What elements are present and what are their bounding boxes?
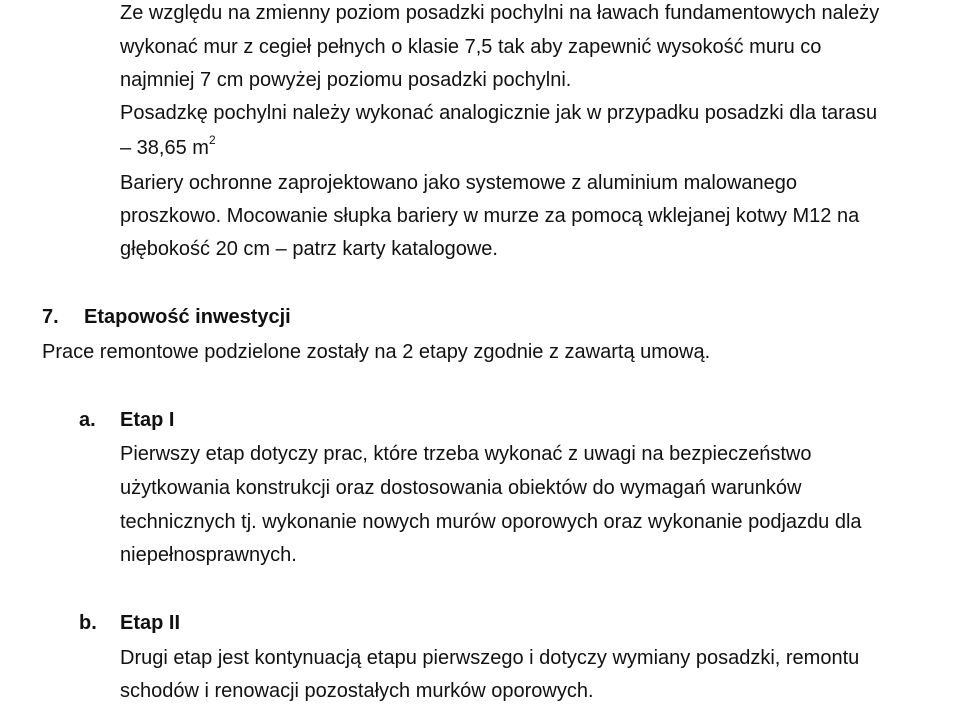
- paragraph-line: wykonać mur z cegieł pełnych o klasie 7,5 tak aby zapewnić wysokość muru co: [120, 36, 822, 58]
- paragraph-line: proszkowo. Mocowanie słupka bariery w murze za pomocą wklejanej kotwy M12 na: [120, 205, 860, 227]
- paragraph-line: niepełnosprawnych.: [120, 544, 297, 566]
- section-number: 7.: [42, 306, 59, 328]
- area-text: – 38,65 m: [120, 137, 209, 159]
- stage-b-letter: b.: [79, 612, 97, 634]
- stage-a-heading: [79, 408, 174, 432]
- stage-a-letter: a.: [79, 409, 96, 431]
- paragraph-line: najmniej 7 cm powyżej poziomu posadzki pochylni.: [120, 69, 572, 91]
- paragraph-line: Posadzkę pochylni należy wykonać analogicznie jak w przypadku posadzki dla tarasu: [120, 102, 878, 124]
- section-heading: [42, 305, 291, 329]
- paragraph-line: użytkowania konstrukcji oraz dostosowania obiektów do wymagań warunków: [120, 477, 802, 499]
- paragraph-line: głębokość 20 cm – patrz karty katalogowe.: [120, 238, 498, 260]
- paragraph-line: Bariery ochronne zaprojektowano jako systemowe z aluminium malowanego: [120, 172, 798, 194]
- stage-a-title: Etap I: [120, 409, 175, 431]
- section-text: Prace remontowe podzielone zostały na 2 etapy zgodnie z zawartą umową.: [42, 341, 711, 363]
- stage-b-title: Etap II: [120, 612, 181, 634]
- paragraph-line: schodów i renowacji pozostałych murków oporowych.: [120, 680, 594, 702]
- paragraph-line: Ze względu na zmienny poziom posadzki pochylni na ławach fundamentowych należy: [120, 2, 880, 24]
- area-superscript: 2: [208, 133, 216, 147]
- area-line: [120, 133, 216, 160]
- paragraph-line: technicznych tj. wykonanie nowych murów oporowych oraz wykonanie podjazdu dla: [120, 511, 862, 533]
- stage-b-heading: [79, 611, 180, 635]
- section-title: Etapowość inwestycji: [84, 306, 291, 328]
- paragraph-line: Pierwszy etap dotyczy prac, które trzeba wykonać z uwagi na bezpieczeństwo: [120, 443, 812, 465]
- paragraph-line: Drugi etap jest kontynuacją etapu pierwszego i dotyczy wymiany posadzki, remontu: [120, 647, 860, 669]
